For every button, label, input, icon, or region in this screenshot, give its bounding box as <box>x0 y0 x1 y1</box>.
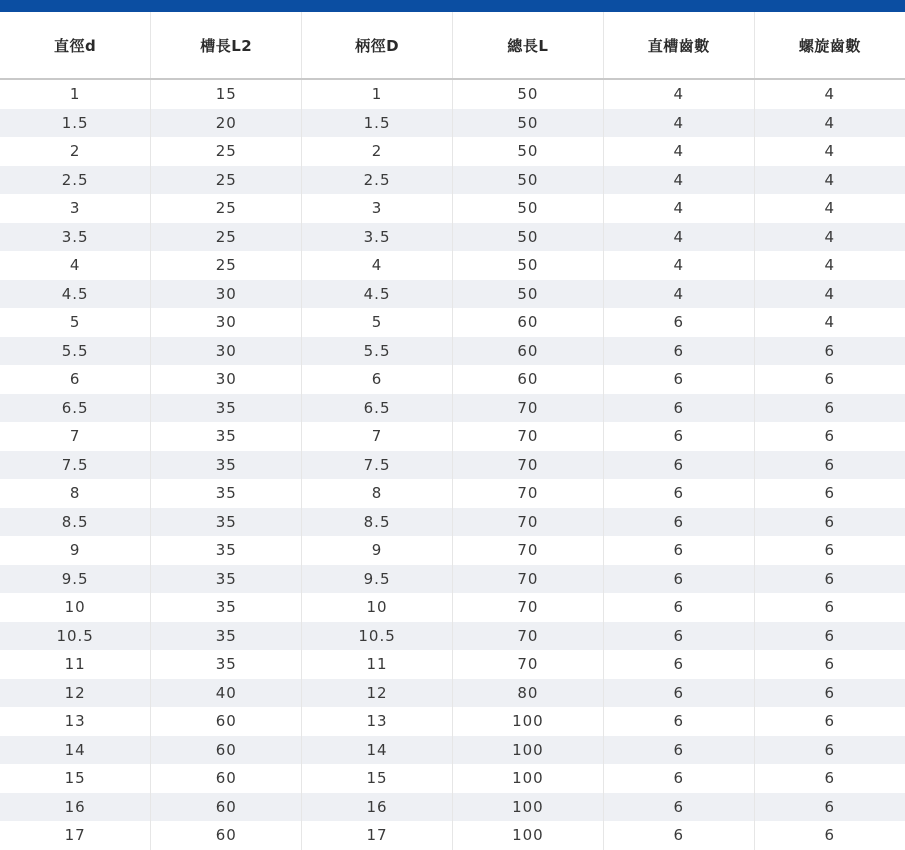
cell-straight-teeth: 6 <box>603 821 754 850</box>
table-row <box>0 194 905 223</box>
cell-shank-diameter: 10 <box>302 593 453 622</box>
cell-spiral-teeth: 4 <box>754 251 905 280</box>
table-row <box>0 251 905 280</box>
column-header-straight-teeth: 直槽齒數 <box>603 12 754 79</box>
cell-overall-length: 100 <box>452 793 603 822</box>
cell-spiral-teeth: 4 <box>754 280 905 309</box>
cell-diameter: 4 <box>69 256 81 275</box>
cell-flute-length: 30 <box>151 280 302 309</box>
cell-overall-length: 60 <box>452 308 603 337</box>
header-row <box>0 12 905 79</box>
cell-shank-diameter: 4 <box>302 251 453 280</box>
cell-straight-teeth: 6 <box>603 565 754 594</box>
cell-flute-length: 35 <box>151 536 302 565</box>
table-row <box>0 451 905 480</box>
cell-straight-teeth: 4 <box>603 166 754 195</box>
cell-spiral-teeth: 6 <box>754 650 905 679</box>
table-row <box>0 337 905 366</box>
cell-diameter: 10 <box>64 598 86 617</box>
cell-diameter: 2.5 <box>0 166 151 195</box>
cell-flute-length: 20 <box>151 109 302 138</box>
cell-overall-length: 50 <box>452 137 603 166</box>
table-row <box>0 479 905 508</box>
cell-diameter: 9 <box>69 541 81 560</box>
cell-diameter: 4.5 <box>0 280 151 309</box>
cell-shank-diameter: 6.5 <box>302 394 453 423</box>
cell-straight-teeth: 6 <box>603 337 754 366</box>
cell-straight-teeth: 6 <box>603 308 754 337</box>
cell-overall-length: 100 <box>452 736 603 765</box>
cell-spiral-teeth: 6 <box>754 365 905 394</box>
cell-spiral-teeth: 6 <box>754 536 905 565</box>
cell-flute-length: 25 <box>151 166 302 195</box>
cell-diameter: 8.5 <box>0 508 151 537</box>
cell-straight-teeth: 6 <box>603 593 754 622</box>
table-row <box>0 166 905 195</box>
cell-diameter: 12 <box>0 679 151 708</box>
cell-flute-length: 30 <box>151 308 302 337</box>
table-row <box>0 536 905 565</box>
cell-flute-length: 35 <box>151 565 302 594</box>
cell-overall-length: 70 <box>452 508 603 537</box>
cell-spiral-teeth: 6 <box>754 337 905 366</box>
cell-flute-length: 35 <box>151 593 302 622</box>
column-header-overall-length: 總長L <box>452 12 603 79</box>
cell-diameter: 6 <box>69 370 81 389</box>
table-row <box>0 679 905 708</box>
cell-straight-teeth: 6 <box>603 622 754 651</box>
table-row <box>0 394 905 423</box>
table-row <box>0 622 905 651</box>
cell-shank-diameter: 13 <box>302 707 453 736</box>
cell-straight-teeth: 4 <box>603 109 754 138</box>
cell-shank-diameter: 7 <box>302 422 453 451</box>
header-accent-bar <box>0 0 905 12</box>
table-row <box>0 793 905 822</box>
cell-straight-teeth: 4 <box>603 79 754 109</box>
cell-flute-length: 30 <box>151 337 302 366</box>
table-row <box>0 764 905 793</box>
cell-spiral-teeth: 6 <box>754 451 905 480</box>
column-header-flute-length: 槽長L2 <box>151 12 302 79</box>
cell-shank-diameter: 9.5 <box>302 565 453 594</box>
cell-flute-length: 35 <box>151 650 302 679</box>
cell-straight-teeth: 6 <box>603 451 754 480</box>
cell-spiral-teeth: 6 <box>754 593 905 622</box>
cell-overall-length: 80 <box>452 679 603 708</box>
cell-diameter: 15 <box>64 769 86 788</box>
table-row <box>0 137 905 166</box>
cell-shank-diameter: 2.5 <box>302 166 453 195</box>
cell-shank-diameter: 1 <box>302 79 453 109</box>
table-row <box>0 308 905 337</box>
cell-flute-length: 60 <box>151 736 302 765</box>
cell-straight-teeth: 6 <box>603 793 754 822</box>
cell-shank-diameter: 8 <box>302 479 453 508</box>
cell-spiral-teeth: 6 <box>754 508 905 537</box>
cell-overall-length: 60 <box>452 337 603 366</box>
cell-shank-diameter: 3 <box>302 194 453 223</box>
cell-straight-teeth: 4 <box>603 137 754 166</box>
cell-overall-length: 100 <box>452 707 603 736</box>
cell-spiral-teeth: 4 <box>754 223 905 252</box>
cell-flute-length: 35 <box>151 622 302 651</box>
cell-shank-diameter: 16 <box>302 793 453 822</box>
cell-shank-diameter: 7.5 <box>302 451 453 480</box>
cell-overall-length: 50 <box>452 251 603 280</box>
column-header-shank-diameter: 柄徑D <box>302 12 453 79</box>
cell-flute-length: 60 <box>151 764 302 793</box>
cell-overall-length: 70 <box>452 422 603 451</box>
cell-flute-length: 35 <box>151 451 302 480</box>
cell-diameter: 7 <box>69 427 81 446</box>
cell-diameter: 7.5 <box>0 451 151 480</box>
cell-spiral-teeth: 6 <box>754 394 905 423</box>
cell-diameter: 16 <box>0 793 151 822</box>
table-row <box>0 365 905 394</box>
cell-diameter: 13 <box>64 712 86 731</box>
cell-straight-teeth: 4 <box>603 223 754 252</box>
cell-overall-length: 60 <box>452 365 603 394</box>
cell-diameter: 1 <box>69 85 81 104</box>
cell-flute-length: 15 <box>151 79 302 109</box>
cell-shank-diameter: 15 <box>302 764 453 793</box>
cell-spiral-teeth: 4 <box>754 79 905 109</box>
cell-overall-length: 50 <box>452 79 603 109</box>
cell-shank-diameter: 11 <box>302 650 453 679</box>
cell-flute-length: 40 <box>151 679 302 708</box>
cell-diameter: 14 <box>0 736 151 765</box>
cell-straight-teeth: 6 <box>603 707 754 736</box>
cell-overall-length: 50 <box>452 194 603 223</box>
cell-spiral-teeth: 4 <box>754 194 905 223</box>
cell-shank-diameter: 2 <box>302 137 453 166</box>
cell-flute-length: 25 <box>151 194 302 223</box>
table-row <box>0 821 905 850</box>
cell-spiral-teeth: 4 <box>754 166 905 195</box>
cell-overall-length: 50 <box>452 280 603 309</box>
cell-straight-teeth: 6 <box>603 365 754 394</box>
cell-straight-teeth: 4 <box>603 194 754 223</box>
cell-flute-length: 60 <box>151 793 302 822</box>
cell-diameter: 3 <box>69 199 81 218</box>
cell-overall-length: 70 <box>452 622 603 651</box>
cell-flute-length: 25 <box>151 251 302 280</box>
cell-overall-length: 50 <box>452 223 603 252</box>
cell-shank-diameter: 4.5 <box>302 280 453 309</box>
cell-shank-diameter: 5 <box>302 308 453 337</box>
cell-diameter: 10.5 <box>0 622 151 651</box>
cell-spiral-teeth: 4 <box>754 137 905 166</box>
cell-straight-teeth: 6 <box>603 679 754 708</box>
cell-overall-length: 70 <box>452 479 603 508</box>
cell-spiral-teeth: 6 <box>754 622 905 651</box>
cell-spiral-teeth: 4 <box>754 109 905 138</box>
spec-table <box>0 12 905 850</box>
cell-straight-teeth: 4 <box>603 280 754 309</box>
cell-shank-diameter: 5.5 <box>302 337 453 366</box>
cell-diameter: 2 <box>69 142 81 161</box>
cell-spiral-teeth: 6 <box>754 821 905 850</box>
cell-flute-length: 25 <box>151 223 302 252</box>
table-row <box>0 508 905 537</box>
cell-spiral-teeth: 6 <box>754 565 905 594</box>
cell-diameter: 5.5 <box>0 337 151 366</box>
cell-shank-diameter: 8.5 <box>302 508 453 537</box>
cell-straight-teeth: 4 <box>603 251 754 280</box>
cell-overall-length: 70 <box>452 451 603 480</box>
cell-spiral-teeth: 4 <box>754 308 905 337</box>
cell-spiral-teeth: 6 <box>754 479 905 508</box>
cell-shank-diameter: 12 <box>302 679 453 708</box>
cell-shank-diameter: 10.5 <box>302 622 453 651</box>
table-row <box>0 223 905 252</box>
cell-straight-teeth: 6 <box>603 394 754 423</box>
cell-spiral-teeth: 6 <box>754 764 905 793</box>
cell-spiral-teeth: 6 <box>754 793 905 822</box>
cell-straight-teeth: 6 <box>603 479 754 508</box>
column-header-diameter: 直徑d <box>0 12 151 79</box>
cell-diameter: 8 <box>69 484 81 503</box>
cell-overall-length: 50 <box>452 109 603 138</box>
cell-straight-teeth: 6 <box>603 736 754 765</box>
cell-flute-length: 35 <box>151 479 302 508</box>
cell-spiral-teeth: 6 <box>754 679 905 708</box>
cell-spiral-teeth: 6 <box>754 422 905 451</box>
cell-shank-diameter: 9 <box>302 536 453 565</box>
cell-diameter: 9.5 <box>0 565 151 594</box>
cell-diameter: 1.5 <box>0 109 151 138</box>
cell-diameter: 3.5 <box>0 223 151 252</box>
cell-flute-length: 25 <box>151 137 302 166</box>
cell-overall-length: 70 <box>452 565 603 594</box>
table-row <box>0 736 905 765</box>
cell-straight-teeth: 6 <box>603 536 754 565</box>
cell-overall-length: 70 <box>452 536 603 565</box>
table-row <box>0 650 905 679</box>
cell-straight-teeth: 6 <box>603 422 754 451</box>
cell-diameter: 11 <box>64 655 86 674</box>
table-row <box>0 79 905 109</box>
cell-overall-length: 70 <box>452 650 603 679</box>
table-row <box>0 422 905 451</box>
cell-shank-diameter: 1.5 <box>302 109 453 138</box>
cell-shank-diameter: 14 <box>302 736 453 765</box>
table-row <box>0 593 905 622</box>
cell-overall-length: 100 <box>452 764 603 793</box>
cell-straight-teeth: 6 <box>603 508 754 537</box>
cell-diameter: 5 <box>69 313 81 332</box>
cell-shank-diameter: 17 <box>302 821 453 850</box>
cell-flute-length: 30 <box>151 365 302 394</box>
cell-overall-length: 50 <box>452 166 603 195</box>
table-body <box>0 79 905 850</box>
cell-flute-length: 35 <box>151 394 302 423</box>
cell-straight-teeth: 6 <box>603 764 754 793</box>
table-row <box>0 707 905 736</box>
cell-diameter: 6.5 <box>0 394 151 423</box>
table-header <box>0 12 905 79</box>
cell-overall-length: 70 <box>452 394 603 423</box>
cell-spiral-teeth: 6 <box>754 736 905 765</box>
table-row <box>0 109 905 138</box>
cell-spiral-teeth: 6 <box>754 707 905 736</box>
cell-shank-diameter: 6 <box>302 365 453 394</box>
cell-flute-length: 35 <box>151 422 302 451</box>
cell-overall-length: 70 <box>452 593 603 622</box>
cell-straight-teeth: 6 <box>603 650 754 679</box>
cell-flute-length: 60 <box>151 707 302 736</box>
cell-overall-length: 100 <box>452 821 603 850</box>
cell-flute-length: 35 <box>151 508 302 537</box>
cell-flute-length: 60 <box>151 821 302 850</box>
cell-shank-diameter: 3.5 <box>302 223 453 252</box>
table-row <box>0 280 905 309</box>
table-row <box>0 565 905 594</box>
cell-diameter: 17 <box>64 826 86 845</box>
column-header-spiral-teeth: 螺旋齒數 <box>754 12 905 79</box>
